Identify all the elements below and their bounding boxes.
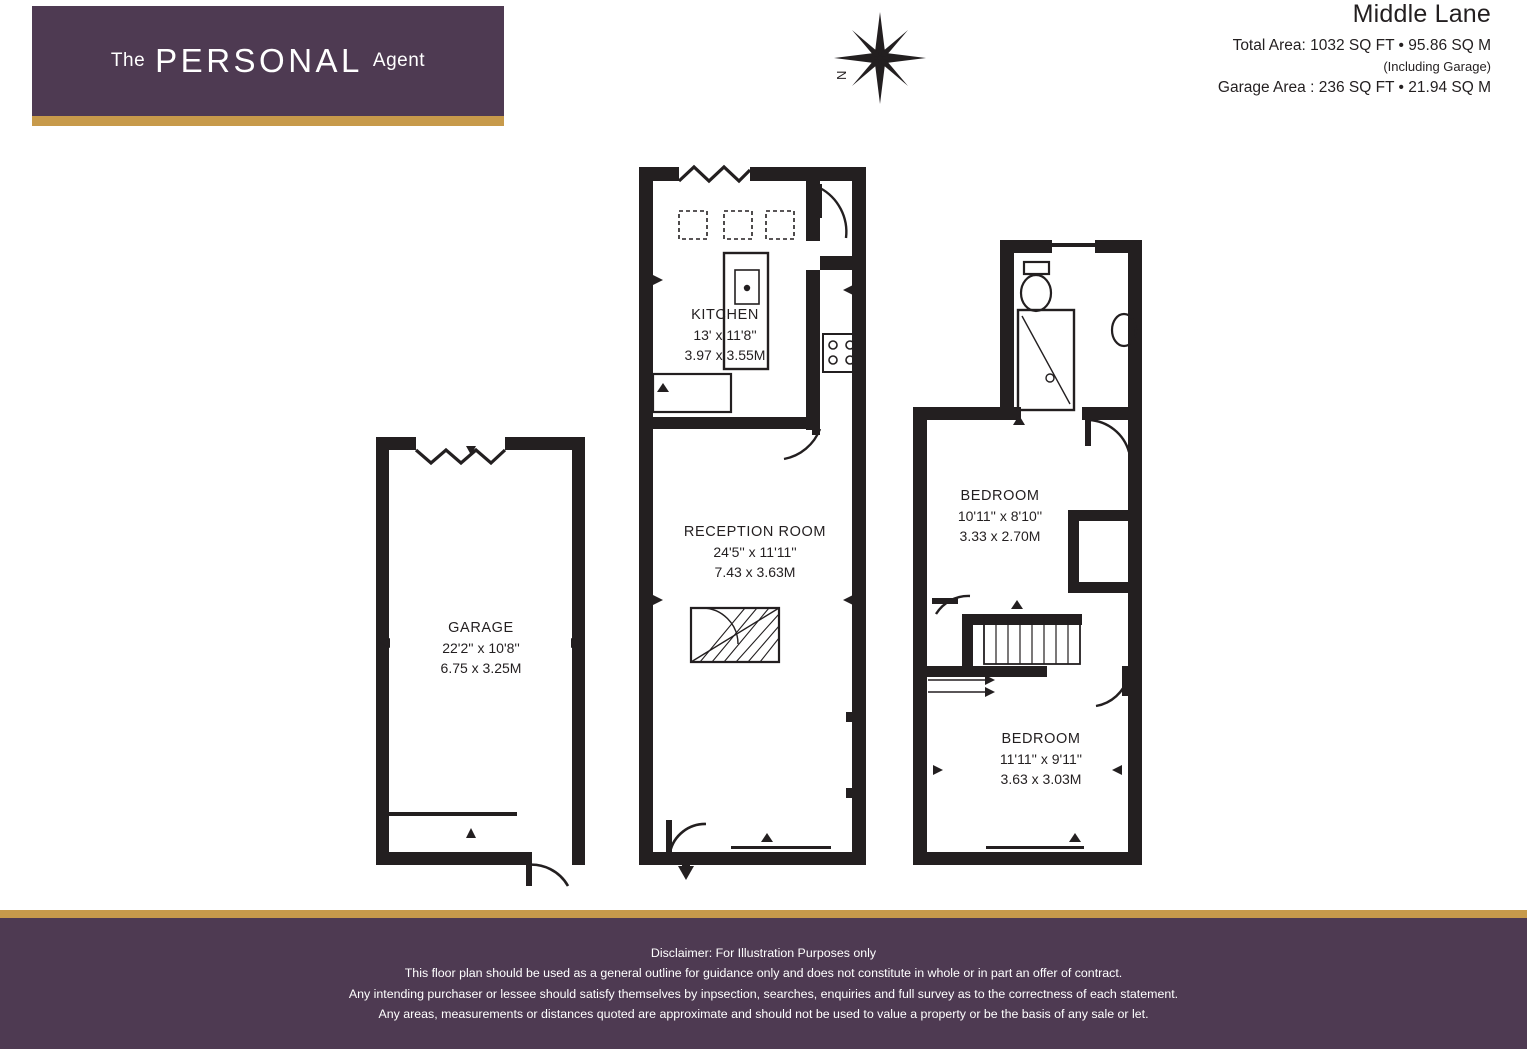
page-title: Middle Lane — [1352, 0, 1491, 28]
including-garage-text: (Including Garage) — [1383, 59, 1491, 74]
room-dim-metric: 7.43 x 3.63M — [714, 564, 796, 580]
room-dim-metric: 3.63 x 3.03M — [1000, 771, 1082, 787]
room-label-bedroom-1 — [900, 486, 1100, 546]
room-label-garage — [381, 618, 581, 678]
room-dim-imperial: 22'2'' x 10'8'' — [442, 640, 520, 656]
room-name: KITCHEN — [691, 307, 759, 323]
brand-logo-underline — [32, 116, 504, 126]
room-dim-metric: 3.97 x 3.55M — [684, 347, 766, 363]
compass-north-label: N — [834, 70, 849, 80]
staircase-first — [984, 616, 1080, 664]
footer-accent-bar — [0, 910, 1527, 918]
property-title-block — [1218, 0, 1491, 98]
brand-logo-text — [32, 6, 504, 116]
room-name: BEDROOM — [960, 488, 1040, 504]
room-dim-metric: 3.33 x 2.70M — [959, 528, 1041, 544]
disclaimer-line: Disclaimer: For Illustration Purposes only — [650, 945, 877, 960]
room-dim-imperial: 10'11'' x 8'10'' — [957, 508, 1043, 524]
staircase-ground — [691, 608, 779, 662]
logo-word-agent: Agent — [372, 50, 426, 71]
garage-area-text: Garage Area : 236 SQ FT • 21.94 SQ M — [1217, 79, 1491, 96]
compass-icon — [830, 8, 930, 108]
disclaimer-line: This floor plan should be used as a general outline for guidance only and does not constitute in whole or in part an offer of contract. — [404, 966, 1123, 980]
logo-word-the: The — [110, 50, 146, 71]
room-label-bedroom-2 — [941, 729, 1141, 789]
room-dim-metric: 6.75 x 3.25M — [440, 660, 522, 676]
total-area-text: Total Area: 1032 SQ FT • 95.86 SQ M — [1232, 37, 1491, 54]
room-name: GARAGE — [448, 620, 514, 636]
room-label-reception-room — [625, 522, 885, 582]
room-dim-imperial: 11'11'' x 9'11'' — [999, 751, 1083, 767]
room-name: RECEPTION ROOM — [683, 524, 827, 540]
room-label-kitchen — [620, 305, 830, 365]
disclaimer-line: Any areas, measurements or distances quoted are approximate and should not be used to value a property or be the basis of any sale or let. — [378, 1007, 1149, 1021]
room-name: BEDROOM — [1001, 731, 1081, 747]
logo-word-personal: PERSONAL — [155, 42, 363, 79]
room-dim-imperial: 13' x 11'8'' — [693, 327, 757, 343]
disclaimer-line: Any intending purchaser or lessee should satisfy themselves by inpsection, searches, enquiries and full survey as to the correctness of each statement. — [348, 986, 1179, 1001]
room-dim-imperial: 24'5'' x 11'11'' — [713, 544, 797, 560]
disclaimer-block — [0, 918, 1527, 1049]
